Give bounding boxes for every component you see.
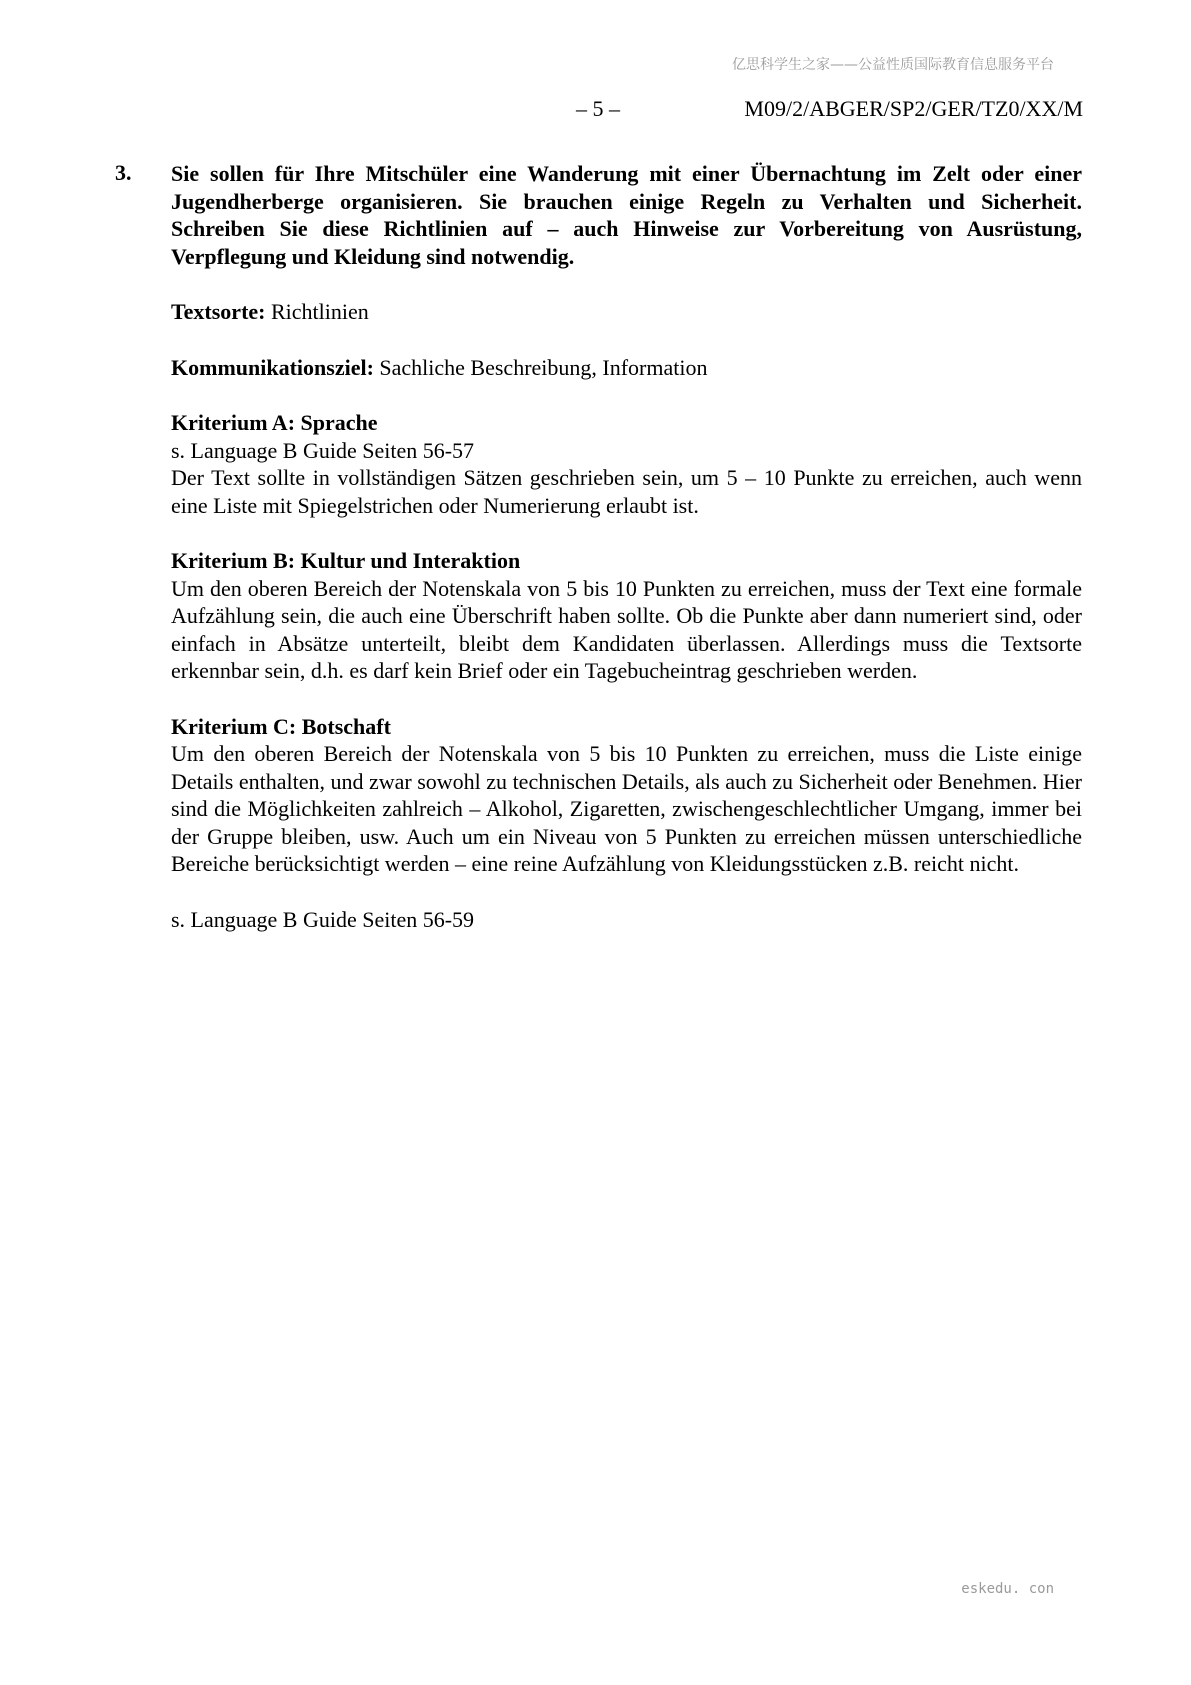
criterion-a-text: Der Text sollte in vollständigen Sätzen geschrieben sein, um 5 – 10 Punkte zu erreichen, auch wenn eine Liste mit Spiegelstrichen oder Numerierung erlaubt ist. bbox=[171, 465, 1082, 518]
criterion-a-reference: s. Language B Guide Seiten 56-57 bbox=[171, 437, 475, 463]
kommunikationsziel-row bbox=[171, 354, 1082, 382]
criterion-c bbox=[171, 713, 1082, 878]
textsorte-label: Textsorte: bbox=[171, 299, 266, 324]
kommunikationsziel-value: Sachliche Beschreibung, Information bbox=[373, 354, 708, 380]
page-number: – 5 – bbox=[576, 96, 620, 121]
textsorte-value: Richtlinien bbox=[265, 299, 369, 324]
kommunikationsziel-label: Kommunikationsziel: bbox=[171, 354, 374, 380]
document-code: M09/2/ABGER/SP2/GER/TZ0/XX/M bbox=[744, 96, 1083, 121]
criterion-a-title: Kriterium A: Sprache bbox=[171, 410, 378, 435]
guide-reference: s. Language B Guide Seiten 56-59 bbox=[171, 906, 475, 932]
question-text: Sie sollen für Ihre Mitschüler eine Wanderung mit einer Übernachtung im Zelt oder einer Jugendherberge organisieren. Sie brauchen einige Regeln zu Verhalten und Sicherheit. Schreiben Sie diese Richtlinien auf – auch Hinweise zur Vorbereitung von Ausrüstung, Verpflegung und Kleidung sind notwendig. bbox=[171, 161, 1082, 269]
question-number: 3. bbox=[115, 160, 132, 185]
textsorte-row bbox=[171, 298, 1082, 326]
watermark-bottom: eskedu. con bbox=[961, 1581, 1054, 1597]
criterion-b-text: Um den oberen Bereich der Notenskala von 5 bis 10 Punkten zu erreichen, muss der Text eine formale Aufzählung sein, die auch eine Überschrift haben sollte. Ob die Punkte aber dann numeriert sind, oder einfach in Absätze unterteilt, bleibt dem Kandidaten überlassen. Allerdings muss die Textsorte erkennbar sein, d.h. es darf kein Brief oder ein Tagebucheintrag geschrieben werden. bbox=[171, 575, 1082, 683]
watermark-top: 亿思科学生之家——公益性质国际教育信息服务平台 bbox=[732, 57, 1054, 73]
criterion-b bbox=[171, 547, 1082, 685]
criterion-c-title: Kriterium C: Botschaft bbox=[171, 713, 391, 739]
criterion-c-text: Um den oberen Bereich der Notenskala von 5 bis 10 Punkten zu erreichen, muss die Liste einige Details enthalten, und zwar sowohl zu technischen Details, als auch zu Sicherheit oder Benehmen. Hier sind die Möglichkeiten zahlreich – Alkohol, Zigaretten, zwischengeschlechtlicher Umgang, immer bei der Gruppe bleiben, usw. Auch um ein Niveau von 5 Punkten zu erreichen müssen unterschiedliche Bereiche berücksichtigt werden – eine reine Aufzählung von Kleidungsstücken z.B. reicht nicht. bbox=[171, 741, 1082, 876]
criterion-b-title: Kriterium B: Kultur und Interaktion bbox=[171, 548, 521, 573]
main-content bbox=[171, 160, 1082, 961]
criterion-a bbox=[171, 409, 1082, 519]
